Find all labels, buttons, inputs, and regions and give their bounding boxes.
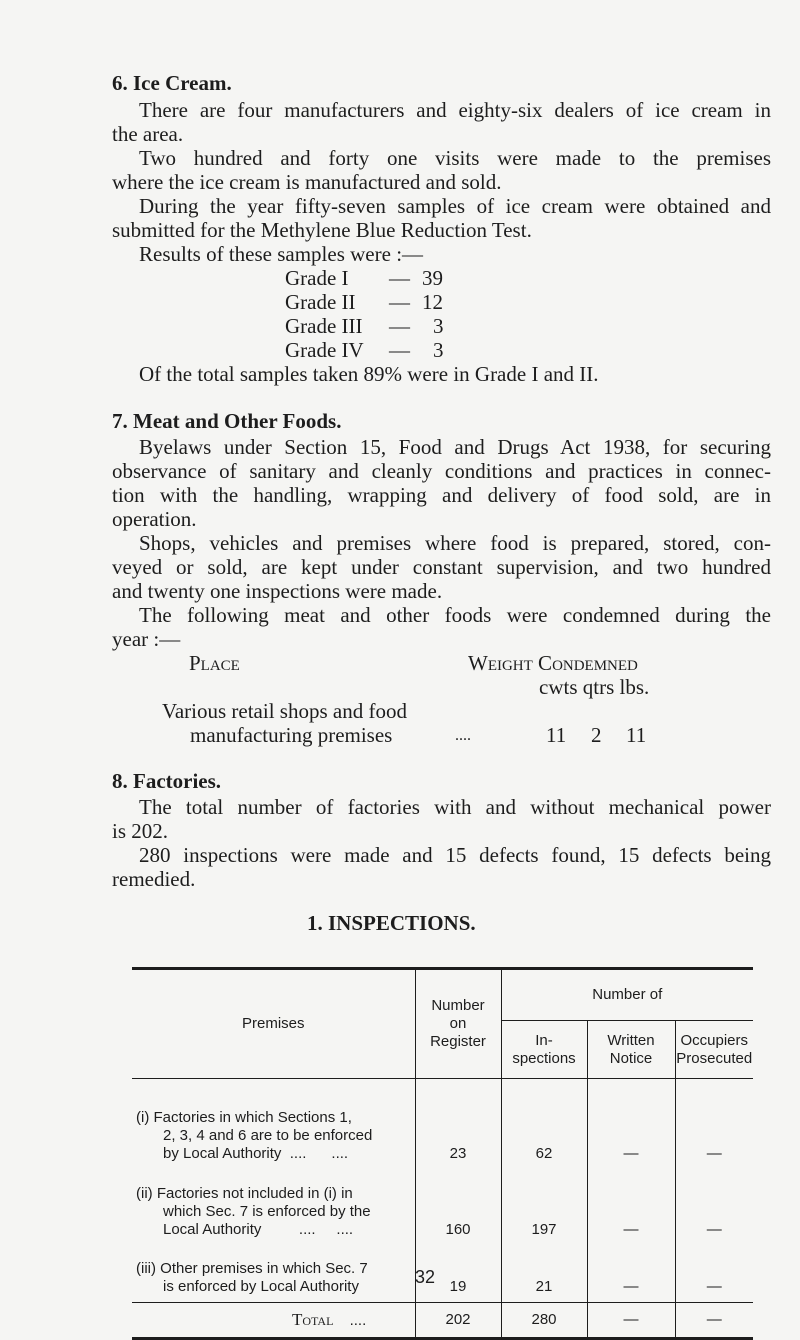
row-notice: — [587, 1169, 675, 1245]
section-8-heading: 8. Factories. [112, 769, 222, 793]
grade-label: Grade III [285, 314, 363, 338]
header-register-l1: Number [431, 997, 485, 1014]
row-premises-l2: 2, 3, 4 and 6 are to be enforced [163, 1126, 373, 1144]
header-register [415, 969, 501, 1079]
header-number-of: Number of [501, 969, 753, 1021]
section-7-p2-l1: Shops, vehicles and premises where food is prepared, stored, con- [139, 531, 771, 555]
row-premises-l2: which Sec. 7 is enforced by the [163, 1202, 371, 1220]
total-register: 202 [415, 1303, 501, 1339]
grade-value: 3 [433, 338, 444, 362]
row-register: 160 [415, 1169, 501, 1245]
row-prosecuted: — [675, 1245, 753, 1303]
table-row [132, 1169, 753, 1245]
header-inspections-l1: In- [535, 1031, 553, 1049]
row-premises-l3: Local Authority .... .... [163, 1220, 354, 1238]
row-prosecuted: — [675, 1169, 753, 1245]
header-written-notice [587, 1021, 675, 1079]
row-premises-l1: (iii) Other premises in which Sec. 7 [136, 1260, 368, 1277]
section-6-para3-line1: During the year fifty-seven samples of ice cream were obtained and [139, 194, 771, 218]
condemned-row-dots: .... [455, 727, 471, 744]
table-title: 1. INSPECTIONS. [307, 911, 476, 935]
condemned-row-line2: manufacturing premises [190, 723, 393, 747]
grade-value: 3 [433, 314, 444, 338]
header-premises: Premises [132, 969, 415, 1079]
row-inspections: 62 [501, 1079, 587, 1169]
row-premises-cell [132, 1169, 415, 1245]
grade-dash: — [389, 338, 410, 362]
section-6-para1-line1: There are four manufacturers and eighty-six dealers of ice cream in [139, 98, 771, 122]
grade-label: Grade II [285, 290, 356, 314]
section-7-p1-l4: operation. [112, 507, 197, 531]
grade-dash: — [389, 266, 410, 290]
section-7-heading: 7. Meat and Other Foods. [112, 409, 342, 433]
row-premises-l1: (i) Factories in which Sections 1, [136, 1108, 352, 1126]
section-6-para2-line1: Two hundred and forty one visits were made to the premises [139, 146, 771, 170]
section-6-results-intro: Results of these samples were :— [139, 242, 424, 266]
total-label-cell [132, 1303, 415, 1339]
total-dots: .... [349, 1311, 367, 1329]
row-premises-l2: is enforced by Local Authority [163, 1278, 359, 1295]
section-6-para1-line2: the area. [112, 122, 184, 146]
row-prosecuted: — [675, 1079, 753, 1169]
condemned-qtrs: 2 [591, 723, 602, 747]
section-7-p2-l2: veyed or sold, are kept under constant supervision, and two hundred [112, 555, 771, 579]
row-notice: — [587, 1079, 675, 1169]
total-label: Total [292, 1309, 334, 1329]
section-7-p1-l2: observance of sanitary and cleanly conditions and practices in connec- [112, 459, 771, 483]
condemned-col-place: Place [189, 651, 240, 675]
grade-dash: — [389, 290, 410, 314]
section-6-para2-line2: where the ice cream is manufactured and sold. [112, 170, 502, 194]
page-number: 32 [415, 1267, 436, 1287]
section-7-p3-l1: The following meat and other foods were condemned during the [139, 603, 771, 627]
header-notice-l1: Written [607, 1031, 655, 1049]
grade-label: Grade IV [285, 338, 364, 362]
header-occupiers-prosecuted [675, 1021, 753, 1079]
table-row [132, 1245, 753, 1303]
grade-value: 12 [422, 290, 443, 314]
inspections-table [132, 967, 753, 1340]
table-total-row [132, 1303, 753, 1339]
header-register-l2: on [449, 1015, 467, 1032]
header-inspections [501, 1021, 587, 1079]
row-register: 23 [415, 1079, 501, 1169]
section-7-p3-l2: year :— [112, 627, 181, 651]
row-premises-cell [132, 1079, 415, 1169]
section-6-summary: Of the total samples taken 89% were in Grade I and II. [139, 362, 599, 386]
row-notice: — [587, 1245, 675, 1303]
row-premises-l3: by Local Authority .... .... [163, 1144, 349, 1162]
condemned-col-weight: Weight Condemned [468, 651, 638, 675]
header-prosecuted-l1: Occupiers [680, 1031, 749, 1049]
row-register: 19 [415, 1245, 501, 1303]
total-inspections: 280 [501, 1303, 587, 1339]
header-register-l3: Register [430, 1033, 486, 1050]
section-7-p1-l1: Byelaws under Section 15, Food and Drugs Act 1938, for securing [139, 435, 771, 459]
section-7-p1-l3: tion with the handling, wrapping and delivery of food sold, are in [112, 483, 771, 507]
header-inspections-l2: spections [512, 1049, 576, 1067]
condemned-cwts: 11 [546, 723, 567, 747]
grade-label: Grade I [285, 266, 349, 290]
table-row [132, 1079, 753, 1169]
row-premises-cell [132, 1245, 415, 1303]
header-notice-l2: Notice [609, 1049, 653, 1067]
condemned-lbs: 11 [626, 723, 647, 747]
grade-value: 39 [422, 266, 443, 290]
section-6-para3-line2: submitted for the Methylene Blue Reduction Test. [112, 218, 532, 242]
section-8-p2-l1: 280 inspections were made and 15 defects found, 15 defects being [139, 843, 771, 867]
row-premises-l1: (ii) Factories not included in (i) in [136, 1184, 353, 1202]
condemned-row-line1: Various retail shops and food [162, 699, 407, 723]
section-8-p2-l2: remedied. [112, 867, 196, 891]
section-7-p2-l3: and twenty one inspections were made. [112, 579, 443, 603]
total-prosecuted: — [675, 1303, 753, 1339]
section-8-p1-l2: is 202. [112, 819, 169, 843]
section-6-heading: 6. Ice Cream. [112, 71, 232, 95]
row-inspections: 21 [501, 1245, 587, 1303]
section-8-p1-l1: The total number of factories with and without mechanical power [139, 795, 771, 819]
header-prosecuted-l2: Prosecuted [676, 1049, 753, 1067]
row-inspections: 197 [501, 1169, 587, 1245]
condemned-units: cwts qtrs lbs. [539, 675, 650, 699]
total-notice: — [587, 1303, 675, 1339]
grade-dash: — [389, 314, 410, 338]
